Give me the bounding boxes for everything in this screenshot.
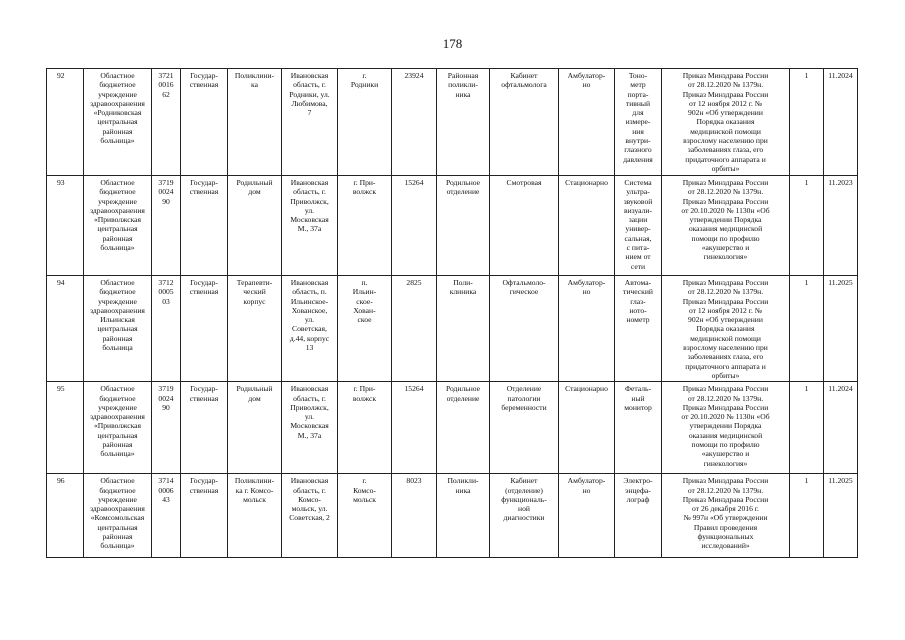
care-form-cell: Амбулатор- но: [559, 474, 615, 558]
date-cell: 11.2023: [824, 176, 858, 276]
locality-cell: г. При- волжск: [338, 176, 392, 276]
address-cell: Ивановская область, г. Приволжск, ул. Московская М., 37а: [282, 382, 338, 474]
ownership-cell: Государ- ственная: [181, 474, 228, 558]
equipment-cell: Система ультра- звуковой визуали- зации универ- сальная, с пита- нием от сети: [615, 176, 662, 276]
table-row: [47, 276, 858, 382]
quantity-cell: 1: [790, 474, 824, 558]
equipment-cell: Феталь- ный монитор: [615, 382, 662, 474]
row-number: 96: [47, 474, 84, 558]
inn-cell: 3719 0024 90: [152, 176, 181, 276]
ownership-cell: Государ- ственная: [181, 276, 228, 382]
row-number: 94: [47, 276, 84, 382]
table-row: [47, 474, 858, 558]
unit-cell: Поликлини- ка: [228, 69, 282, 176]
unit-cell: Поликлини- ка г. Комсо- мольск: [228, 474, 282, 558]
table-row: [47, 176, 858, 276]
care-form-cell: Амбулатор- но: [559, 276, 615, 382]
inn-cell: 3719 0024 90: [152, 382, 181, 474]
address-cell: Ивановская область, г. Приволжск, ул. Московская М., 37а: [282, 176, 338, 276]
standard-cell: Приказ Минздрава России от 28.12.2020 № 1379н. Приказ Минздрава России от 26 декабря 2016 г. № 997н «Об утверждении Правил проведения функциональных исследований»: [662, 474, 790, 558]
population-cell: 15264: [392, 382, 437, 474]
row-number: 92: [47, 69, 84, 176]
equipment-cell: Электро- энцефа- лограф: [615, 474, 662, 558]
inn-cell: 3714 0006 43: [152, 474, 181, 558]
room-cell: Офтальмоло- гическое: [490, 276, 559, 382]
organization-cell: Областное бюджетное учреждение здравоохранения Ильинская центральная районная больница: [84, 276, 152, 382]
ownership-cell: Государ- ственная: [181, 69, 228, 176]
page-number: 178: [442, 36, 463, 51]
population-cell: 8023: [392, 474, 437, 558]
room-cell: Кабинет (отделение) функциональ- ной диагностики: [490, 474, 559, 558]
quantity-cell: 1: [790, 382, 824, 474]
equipment-table: [46, 68, 858, 558]
equipment-cell: Тоно- метр порта- тивный для измере- ния внутри- глазного давления: [615, 69, 662, 176]
quantity-cell: 1: [790, 176, 824, 276]
address-cell: Ивановская область, г. Родники, ул. Любимова, 7: [282, 69, 338, 176]
standard-cell: Приказ Минздрава России от 28.12.2020 № 1379н. Приказ Минздрава России от 20.10.2020 № 1130н «Об утверждении Порядка оказания медицинской помощи по профилю «акушерство и гинекология»: [662, 382, 790, 474]
standard-cell: Приказ Минздрава России от 28.12.2020 № 1379н. Приказ Минздрава России от 20.10.2020 № 1130н «Об утверждении Порядка оказания медицинской помощи по профилю «акушерство и гинекология»: [662, 176, 790, 276]
organization-cell: Областное бюджетное учреждение здравоохранения «Комсомольская центральная районная больница»: [84, 474, 152, 558]
standard-cell: Приказ Минздрава России от 28.12.2020 № 1379н. Приказ Минздрава России от 12 ноября 2012 г. № 902н «Об утверждении Порядка оказания медицинской помощи взрослому населению при заболеваниях глаза, его придаточного аппарата и орбиты»: [662, 69, 790, 176]
address-cell: Ивановская область, п. Ильинское- Хованское, ул. Советская, д.44, корпус 13: [282, 276, 338, 382]
quantity-cell: 1: [790, 69, 824, 176]
date-cell: 11.2025: [824, 474, 858, 558]
population-cell: 2825: [392, 276, 437, 382]
department-cell: Районная поликли- ника: [437, 69, 490, 176]
row-number: 93: [47, 176, 84, 276]
room-cell: Отделение патологии беременности: [490, 382, 559, 474]
organization-cell: Областное бюджетное учреждение здравоохранения «Родниковская центральная районная больница»: [84, 69, 152, 176]
unit-cell: Родильный дом: [228, 176, 282, 276]
organization-cell: Областное бюджетное учреждение здравоохранения «Приволжская центральная районная больница»: [84, 382, 152, 474]
table-row: [47, 69, 858, 176]
room-cell: Кабинет офтальмолога: [490, 69, 559, 176]
date-cell: 11.2025: [824, 276, 858, 382]
ownership-cell: Государ- ственная: [181, 382, 228, 474]
locality-cell: г. Родники: [338, 69, 392, 176]
department-cell: Поли- клиника: [437, 276, 490, 382]
locality-cell: г. При- волжск: [338, 382, 392, 474]
care-form-cell: Стационарно: [559, 382, 615, 474]
department-cell: Родильное отделение: [437, 382, 490, 474]
standard-cell: Приказ Минздрава России от 28.12.2020 № 1379н. Приказ Минздрава России от 12 ноября 2012 г. № 902н «Об утверждении Порядка оказания медицинской помощи взрослому населению при заболеваниях глаза, его придаточного аппарата и орбиты»: [662, 276, 790, 382]
equipment-cell: Автома- тический глаз- ното- нометр: [615, 276, 662, 382]
inn-cell: 3712 0005 03: [152, 276, 181, 382]
department-cell: Родильное отделение: [437, 176, 490, 276]
population-cell: 15264: [392, 176, 437, 276]
address-cell: Ивановская область, г. Комсо- мольск, ул. Советская, 2: [282, 474, 338, 558]
unit-cell: Родильный дом: [228, 382, 282, 474]
locality-cell: п. Ильин- ское- Хован- ское: [338, 276, 392, 382]
population-cell: 23924: [392, 69, 437, 176]
inn-cell: 3721 0016 62: [152, 69, 181, 176]
date-cell: 11.2024: [824, 382, 858, 474]
row-number: 95: [47, 382, 84, 474]
care-form-cell: Стационарно: [559, 176, 615, 276]
date-cell: 11.2024: [824, 69, 858, 176]
locality-cell: г. Комсо- мольск: [338, 474, 392, 558]
unit-cell: Терапевти- ческий корпус: [228, 276, 282, 382]
ownership-cell: Государ- ственная: [181, 176, 228, 276]
department-cell: Поликли- ника: [437, 474, 490, 558]
room-cell: Смотровая: [490, 176, 559, 276]
care-form-cell: Амбулатор- но: [559, 69, 615, 176]
table-row: [47, 382, 858, 474]
organization-cell: Областное бюджетное учреждение здравоохранения «Приволжская центральная районная больница»: [84, 176, 152, 276]
quantity-cell: 1: [790, 276, 824, 382]
